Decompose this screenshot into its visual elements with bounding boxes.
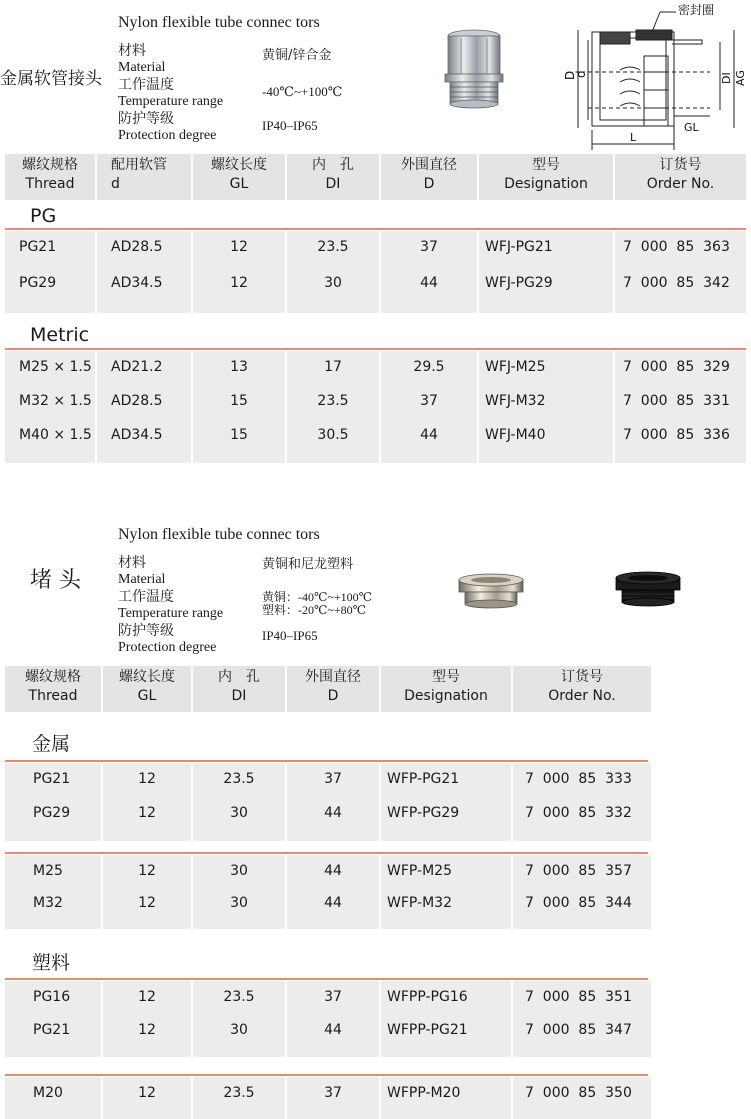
cell-gl: 12 <box>138 863 156 879</box>
cell-gl: 12 <box>138 989 156 1005</box>
cell-thread: PG29 <box>33 805 71 821</box>
dim-d: d <box>574 70 588 78</box>
cell-designation: WFP-PG21 <box>387 771 460 787</box>
cell-d: 44 <box>324 895 342 911</box>
cell-designation: WFP-M25 <box>387 863 452 879</box>
cell-gl: 12 <box>138 805 156 821</box>
cell-designation: WFJ-PG21 <box>485 239 553 255</box>
cell-hose: AD21.2 <box>111 359 163 375</box>
seal-label: 密封圈 <box>678 3 715 17</box>
col2-thread: 螺纹规格 Thread <box>5 666 101 712</box>
group-plastic-title: 塑料 <box>32 952 71 974</box>
col-hose: 配用软管 d <box>97 154 191 200</box>
cell-order-no: 7 000 85 363 <box>623 239 730 255</box>
col-gl: 螺纹长度 GL <box>193 154 285 200</box>
cell-di: 30 <box>230 895 248 911</box>
spec-protection-en: Protection degree <box>118 128 217 143</box>
cell-gl: 12 <box>138 1022 156 1038</box>
spec2-temp-value2: 塑料：-20℃~+80℃ <box>262 603 367 617</box>
cell-hose: AD28.5 <box>111 239 163 255</box>
spec2-protection-value: IP40–IP65 <box>262 628 318 643</box>
group-divider <box>5 760 648 762</box>
group-divider <box>5 852 648 854</box>
dim-GL: GL <box>684 121 699 134</box>
cell-thread: PG16 <box>33 989 71 1005</box>
cell-gl: 12 <box>138 771 156 787</box>
cell-hose: AD34.5 <box>111 427 163 443</box>
cell-order-no: 7 000 85 333 <box>525 771 632 787</box>
cell-designation: WFJ-M40 <box>485 427 546 443</box>
cell-di: 30.5 <box>317 427 349 443</box>
cell-order-no: 7 000 85 350 <box>525 1085 632 1101</box>
col2-di: 内 孔 DI <box>193 666 285 712</box>
dim-AG: AG <box>734 70 747 86</box>
cell-d: 37 <box>324 1085 342 1101</box>
cell-order-no: 7 000 85 336 <box>623 427 730 443</box>
col2-designation: 型号 Designation <box>381 666 511 712</box>
col2-gl: 螺纹长度 GL <box>103 666 191 712</box>
cell-di: 23.5 <box>223 1085 255 1101</box>
cell-hose: AD28.5 <box>111 393 163 409</box>
spec2-protection-cn: 防护等级 <box>118 624 174 639</box>
dim-L: L <box>630 131 637 144</box>
group-divider <box>5 228 746 230</box>
cell-order-no: 7 000 85 331 <box>623 393 730 409</box>
cell-thread: PG21 <box>33 1022 71 1038</box>
spec2-temp-en: Temperature range <box>118 606 224 621</box>
cell-hose: AD34.5 <box>111 275 163 291</box>
cell-di: 23.5 <box>317 239 349 255</box>
col2-d: 外围直径 D <box>287 666 379 712</box>
cell-designation: WFP-M32 <box>387 895 452 911</box>
cell-thread: M32 × 1.5 <box>19 393 92 409</box>
connector-photo <box>440 28 508 110</box>
col-thread: 螺纹规格 Thread <box>5 154 95 200</box>
cell-designation: WFJ-M25 <box>485 359 546 375</box>
spec2-material-value: 黄铜和尼龙塑料 <box>262 557 354 572</box>
cell-d: 37 <box>420 239 438 255</box>
dim-DI: DI <box>720 72 733 84</box>
cell-gl: 12 <box>138 1085 156 1101</box>
cell-gl: 15 <box>230 427 248 443</box>
cell-thread: M25 × 1.5 <box>19 359 92 375</box>
cell-thread: PG29 <box>19 275 57 291</box>
technical-drawing <box>560 0 750 152</box>
cell-gl: 12 <box>230 275 248 291</box>
cell-order-no: 7 000 85 351 <box>525 989 632 1005</box>
col2-order: 订货号 Order No. <box>513 666 651 712</box>
cell-di: 30 <box>324 275 342 291</box>
cell-di: 23.5 <box>223 989 255 1005</box>
cell-d: 44 <box>420 275 438 291</box>
spec2-material-en: Material <box>118 572 166 587</box>
cell-order-no: 7 000 85 332 <box>525 805 632 821</box>
cell-thread: M32 <box>33 895 63 911</box>
cell-gl: 12 <box>230 239 248 255</box>
cell-designation: WFPP-PG16 <box>387 989 468 1005</box>
spec-temp-cn: 工作温度 <box>118 78 174 93</box>
group-divider <box>5 978 648 980</box>
spec-material-value: 黄铜/锌合金 <box>262 48 332 63</box>
col-designation: 型号 Designation <box>479 154 613 200</box>
spec-material-cn: 材料 <box>118 44 146 59</box>
spec-protection-value: IP40–IP65 <box>262 118 318 133</box>
group-metal-title: 金属 <box>32 733 71 755</box>
cell-d: 37 <box>324 771 342 787</box>
cell-d: 37 <box>324 989 342 1005</box>
cell-designation: WFJ-M32 <box>485 393 546 409</box>
dim-D: D <box>563 70 577 80</box>
cell-order-no: 7 000 85 344 <box>525 895 632 911</box>
cell-gl: 12 <box>138 895 156 911</box>
spec2-temp-cn: 工作温度 <box>118 590 174 605</box>
spec2-temp-value1: 黄铜：-40℃~+100℃ <box>262 590 373 604</box>
cell-thread: M40 × 1.5 <box>19 427 92 443</box>
cell-thread: PG21 <box>33 771 71 787</box>
cell-di: 30 <box>230 1022 248 1038</box>
cell-di: 30 <box>230 805 248 821</box>
group-divider <box>5 348 746 350</box>
cell-di: 23.5 <box>223 771 255 787</box>
product2-title: Nylon flexible tube connec tors <box>118 526 320 543</box>
group-divider <box>5 1074 648 1076</box>
cell-di: 17 <box>324 359 342 375</box>
col-order: 订货号 Order No. <box>615 154 746 200</box>
cell-d: 44 <box>324 1022 342 1038</box>
product2-name: 堵 头 <box>30 568 81 593</box>
spec-material-en: Material <box>118 60 166 75</box>
cell-thread: M20 <box>33 1085 63 1101</box>
group-metric-title: Metric <box>30 324 90 346</box>
cell-designation: WFPP-M20 <box>387 1085 461 1101</box>
product1-name: 金属软管接头 <box>0 69 102 89</box>
spec-temp-en: Temperature range <box>118 94 224 109</box>
product1-title: Nylon flexible tube connec tors <box>118 14 320 31</box>
cell-order-no: 7 000 85 342 <box>623 275 730 291</box>
cell-designation: WFPP-PG21 <box>387 1022 468 1038</box>
cell-di: 30 <box>230 863 248 879</box>
cell-order-no: 7 000 85 329 <box>623 359 730 375</box>
cell-d: 44 <box>324 863 342 879</box>
group-pg-title: PG <box>30 205 57 227</box>
spec-temp-value: -40℃~+100℃ <box>262 84 343 99</box>
cell-designation: WFP-PG29 <box>387 805 460 821</box>
col-di: 内 孔 DI <box>287 154 379 200</box>
cell-d: 37 <box>420 393 438 409</box>
cell-d: 44 <box>420 427 438 443</box>
spec2-material-cn: 材料 <box>118 556 146 571</box>
cell-thread: PG21 <box>19 239 57 255</box>
cell-designation: WFJ-PG29 <box>485 275 553 291</box>
cell-thread: M25 <box>33 863 63 879</box>
cell-d: 44 <box>324 805 342 821</box>
cell-order-no: 7 000 85 347 <box>525 1022 632 1038</box>
col-d: 外围直径 D <box>381 154 477 200</box>
spec2-protection-en: Protection degree <box>118 640 217 655</box>
brass-plug-photo <box>455 570 527 610</box>
cell-di: 23.5 <box>317 393 349 409</box>
cell-d: 29.5 <box>413 359 445 375</box>
cell-gl: 13 <box>230 359 248 375</box>
nylon-plug-photo <box>612 568 684 610</box>
cell-order-no: 7 000 85 357 <box>525 863 632 879</box>
spec-protection-cn: 防护等级 <box>118 112 174 127</box>
cell-gl: 15 <box>230 393 248 409</box>
